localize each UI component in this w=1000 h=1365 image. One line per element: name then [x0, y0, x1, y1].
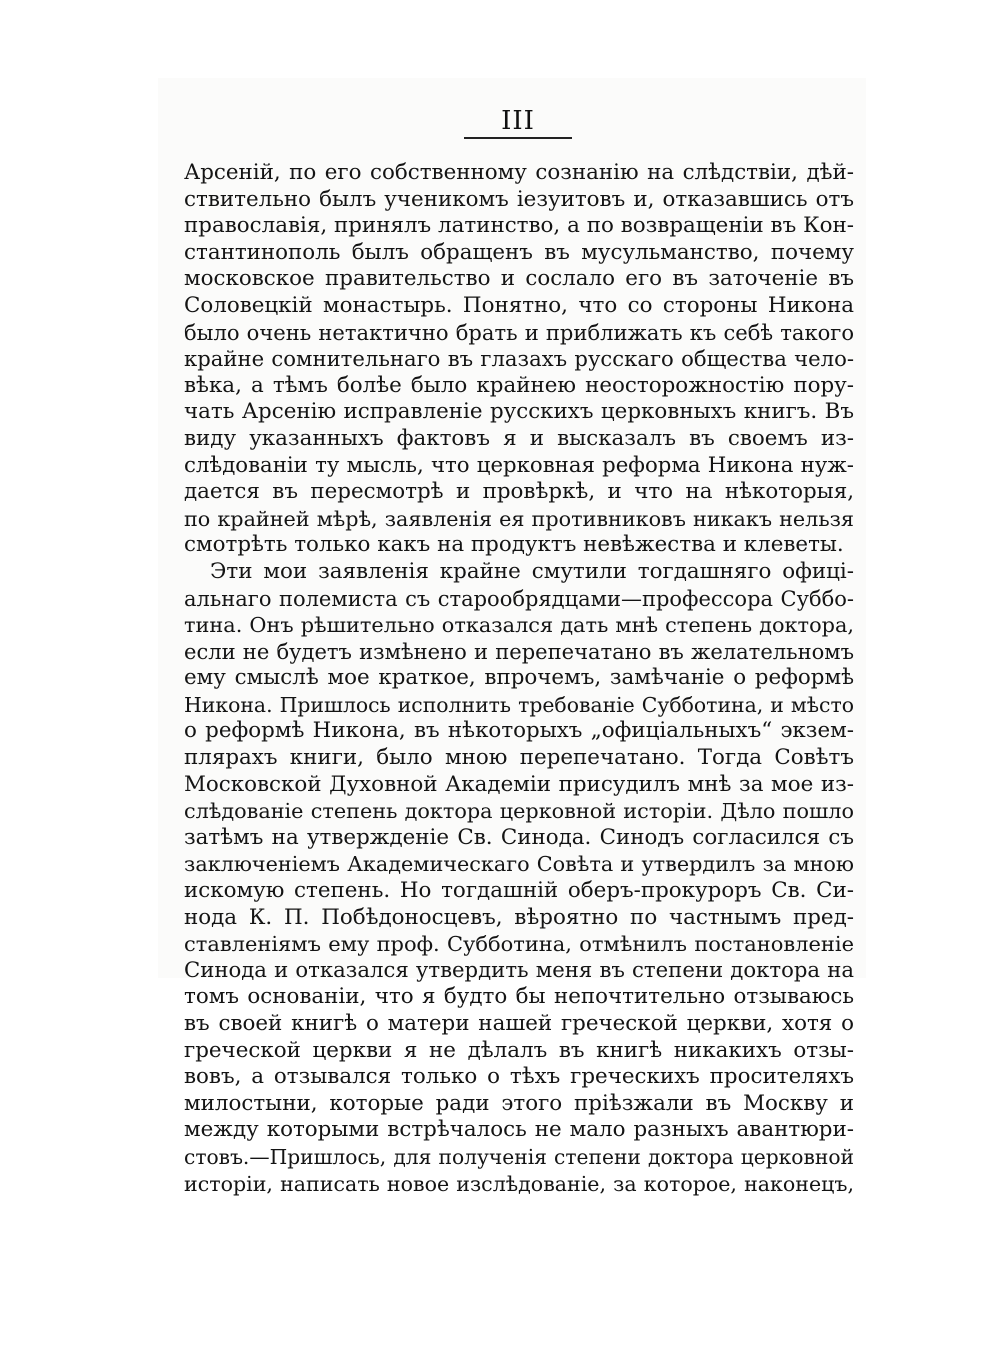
text-line: слѣдованіи ту мысль, что церковная реформа Никона нуж-: [184, 452, 854, 478]
text-line: Синода и отказался утвердить меня въ степени доктора на: [184, 957, 854, 983]
text-line: исторіи, написать новое изслѣдованіе, за которое, наконецъ,: [184, 1171, 854, 1196]
text-line: тина. Онъ рѣшительно отказался дать мнѣ степень доктора,: [184, 613, 854, 638]
text-line: ставленіямъ ему проф. Субботина, отмѣнилъ постановленіе: [184, 932, 854, 957]
text-line: Никона. Пришлось исполнить требованіе Субботина, и мѣсто: [184, 692, 854, 717]
text-line: было очень нетактично брать и приближать къ себѣ такого: [184, 319, 854, 345]
text-line: заключеніемъ Академическаго Совѣта и утвердилъ за мною: [184, 852, 854, 877]
text-line: стовъ.—Пришлось, для полученія степени доктора церковной: [184, 1144, 854, 1169]
text-line: смотрѣть только какъ на продуктъ невѣжества и клеветы.: [184, 532, 844, 558]
text-line: крайне сомнительнаго въ глазахъ русскаго общества чело-: [184, 346, 854, 372]
text-line: о реформѣ Никона, въ нѣкоторыхъ „офиціальныхъ“ экзем-: [184, 718, 854, 744]
text-line: затѣмъ на утвержденіе Св. Синода. Синодъ согласился съ: [184, 824, 854, 850]
text-line: православія, принялъ латинство, а по возвращеніи въ Кон-: [184, 213, 854, 239]
text-line: вѣка, а тѣмъ болѣе было крайнею неосторожностію пору-: [184, 372, 854, 398]
text-line: нода К. П. Побѣдоносцевъ, вѣроятно по частнымъ пред-: [184, 904, 854, 930]
text-line: стантинополь былъ обращенъ въ мусульманство, почему: [184, 239, 854, 265]
text-line: Арсеній, по его собственному сознанію на слѣдствіи, дѣй-: [184, 160, 854, 185]
text-line: искомую степень. Но тогдашній оберъ-прокуроръ Св. Си-: [184, 878, 854, 904]
text-line: Московской Духовной Академіи присудилъ мнѣ за мое из-: [184, 771, 854, 797]
text-line: виду указанныхъ фактовъ я и высказалъ въ своемъ из-: [184, 425, 854, 451]
header-rule: [464, 137, 572, 139]
text-line: греческой церкви я не дѣлалъ въ книгѣ никакихъ отзы-: [184, 1037, 854, 1063]
body-text: [184, 160, 854, 1197]
page-number: III: [501, 106, 535, 136]
text-line: плярахъ книги, было мною перепечатано. Тогда Совѣтъ: [184, 745, 854, 771]
text-line: милостыни, которые ради этого пріѣзжали въ Москву и: [184, 1090, 854, 1116]
text-line: московское правительство и сослало его въ заточеніе въ: [184, 266, 854, 292]
paragraph-start-line: Эти мои заявленія крайне смутили тогдашняго офиці-: [210, 558, 854, 584]
text-line: по крайней мѣрѣ, заявленія ея противниковъ никакъ нельзя: [184, 506, 854, 531]
text-line: томъ основаніи, что я будто бы непочтительно отзываюсь: [184, 984, 854, 1010]
text-line: ствительно былъ ученикомъ іезуитовъ и, отказавшись отъ: [184, 186, 854, 212]
text-line: между которыми встрѣчалось не мало разныхъ авантюри-: [184, 1117, 854, 1143]
text-line: чать Арсенію исправленіе русскихъ церковныхъ книгъ. Въ: [184, 399, 854, 425]
text-line: ему смыслѣ мое краткое, впрочемъ, замѣчаніе о реформѣ: [184, 665, 854, 691]
text-line: если не будетъ измѣнено и перепечатано въ желательномъ: [184, 638, 854, 664]
text-line: дается въ пересмотрѣ и провѣркѣ, и что на нѣкоторыя,: [184, 479, 854, 505]
text-line: слѣдованіе степень доктора церковной исторіи. Дѣло пошло: [184, 799, 854, 824]
text-line: въ своей книгѣ о матери нашей греческой церкви, хотя о: [184, 1011, 854, 1036]
text-line: вовъ, а отзывался только о тѣхъ греческихъ просителяхъ: [184, 1064, 854, 1090]
text-line: Соловецкій монастырь. Понятно, что со стороны Никона: [184, 292, 854, 318]
text-line: альнаго полемиста съ старообрядцами—профессора Суббо-: [184, 586, 854, 611]
